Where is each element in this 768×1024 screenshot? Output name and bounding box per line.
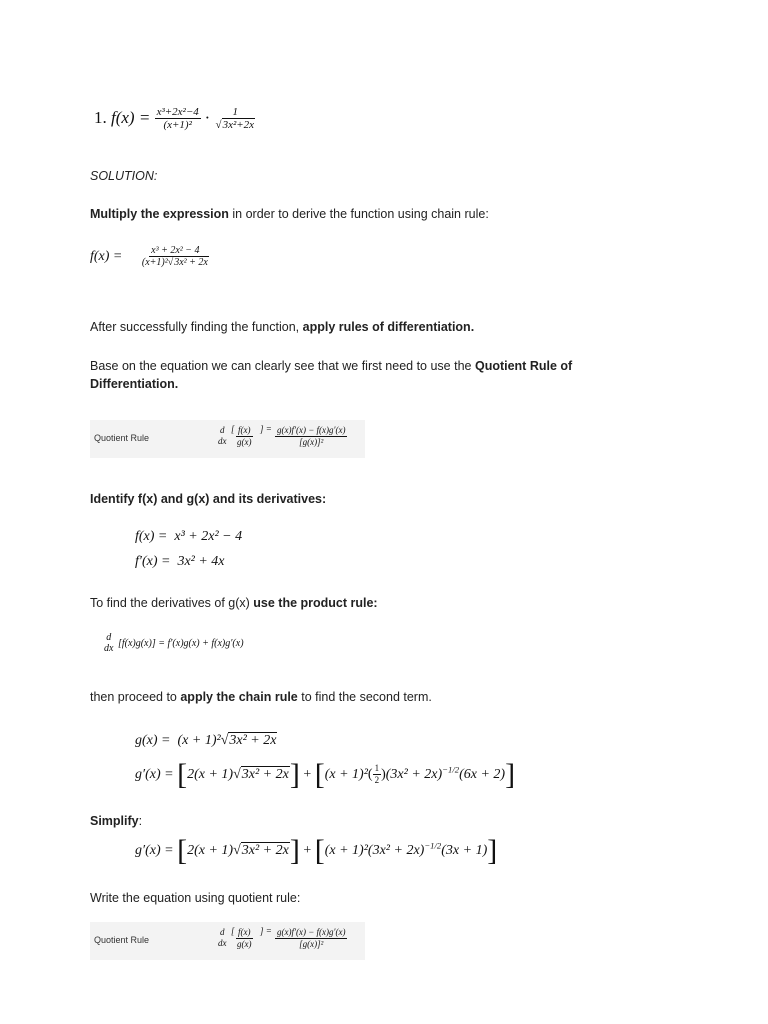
step-chain-rule: then proceed to apply the chain rule to find the second term. <box>90 690 432 704</box>
g-prime-simplified: $g'(x) = [2(x + 1)√3x^2 + 2x] + [(x + 1)^2(3x^2 + 2x)^{-1/2}(3x + 1)]$ <box>135 834 498 867</box>
quotient-rule-figure: Quotient Rule d dx [ $\frac{f(x)}{g(x)}$ ] = $\frac{g(x)f'(x) - f(x)g'(x)}{\text{[g(x)]²}}$ <box>90 420 365 458</box>
combined-expression: f(x) = $\frac{\text{x³ + 2x² − 4}}{\text{(x+1)²√3x² + 2x}}$ <box>90 245 211 269</box>
problem-statement: 1. f(x) = $\frac{\text{x³+2x²−4}}{\text{(x+1)²}}$ · $\frac{1}{\text{√3x²+2x}}$ <box>94 106 257 132</box>
quotient-rule-label-2: Quotient Rule <box>94 935 150 945</box>
f-prime-definition: f′(x) = 3x² + 4x <box>135 554 225 569</box>
solution-label: SOLUTION: <box>90 169 158 183</box>
step-quotient-intro: Base on the equation we can clearly see that we first need to use the Quotient Rule of Differentiation. <box>90 359 573 391</box>
combined-fraction: $\frac{\text{x³ + 2x² − 4}}{\text{(x+1)²√3x² + 2x}}$ <box>141 245 208 268</box>
problem-lhs: f(x) = <box>111 108 151 128</box>
product-rule-figure: d dx [f(x)g(x)] = f′(x)g(x) + f(x)g′(x) <box>104 632 244 654</box>
step-multiply: Multiply the expression in order to derive the function using chain rule: <box>90 207 489 221</box>
quotient-rule-label: Quotient Rule <box>94 433 150 443</box>
simplify-heading: Simplify: <box>90 814 143 828</box>
g-definition: g(x) = (x + 1)²√3x² + 2x <box>135 733 277 748</box>
step-product-rule: To find the derivatives of g(x) use the product rule: <box>90 596 378 610</box>
quotient-rule-figure-2: Quotient Rule d dx [ $\frac{f(x)}{g(x)}$ ] = $\frac{g(x)f'(x) - f(x)g'(x)}{\text{[g(x)]²}}$ <box>90 922 365 960</box>
identify-heading: Identify f(x) and g(x) and its derivatives: <box>90 492 327 506</box>
problem-fraction-1: $\frac{\text{x³+2x²−4}}{\text{(x+1)²}}$ <box>156 106 199 132</box>
f-definition: f(x) = x³ + 2x² − 4 <box>135 529 243 544</box>
problem-fraction-2: $\frac{1}{\text{√3x²+2x}}$ <box>215 106 255 132</box>
step-apply-rules: After successfully finding the function, apply rules of differentiation. <box>90 320 475 334</box>
step-write-quotient: Write the equation using quotient rule: <box>90 891 301 905</box>
problem-number: 1. <box>94 108 107 128</box>
g-prime-expression: g′(x) = [2(x + 1)√3x² + 2x] + [(x + 1)²( $\frac{1}{2}$ )$(3x^2 + 2x)^{-1/2}(6x + 2)$] <box>135 758 516 791</box>
